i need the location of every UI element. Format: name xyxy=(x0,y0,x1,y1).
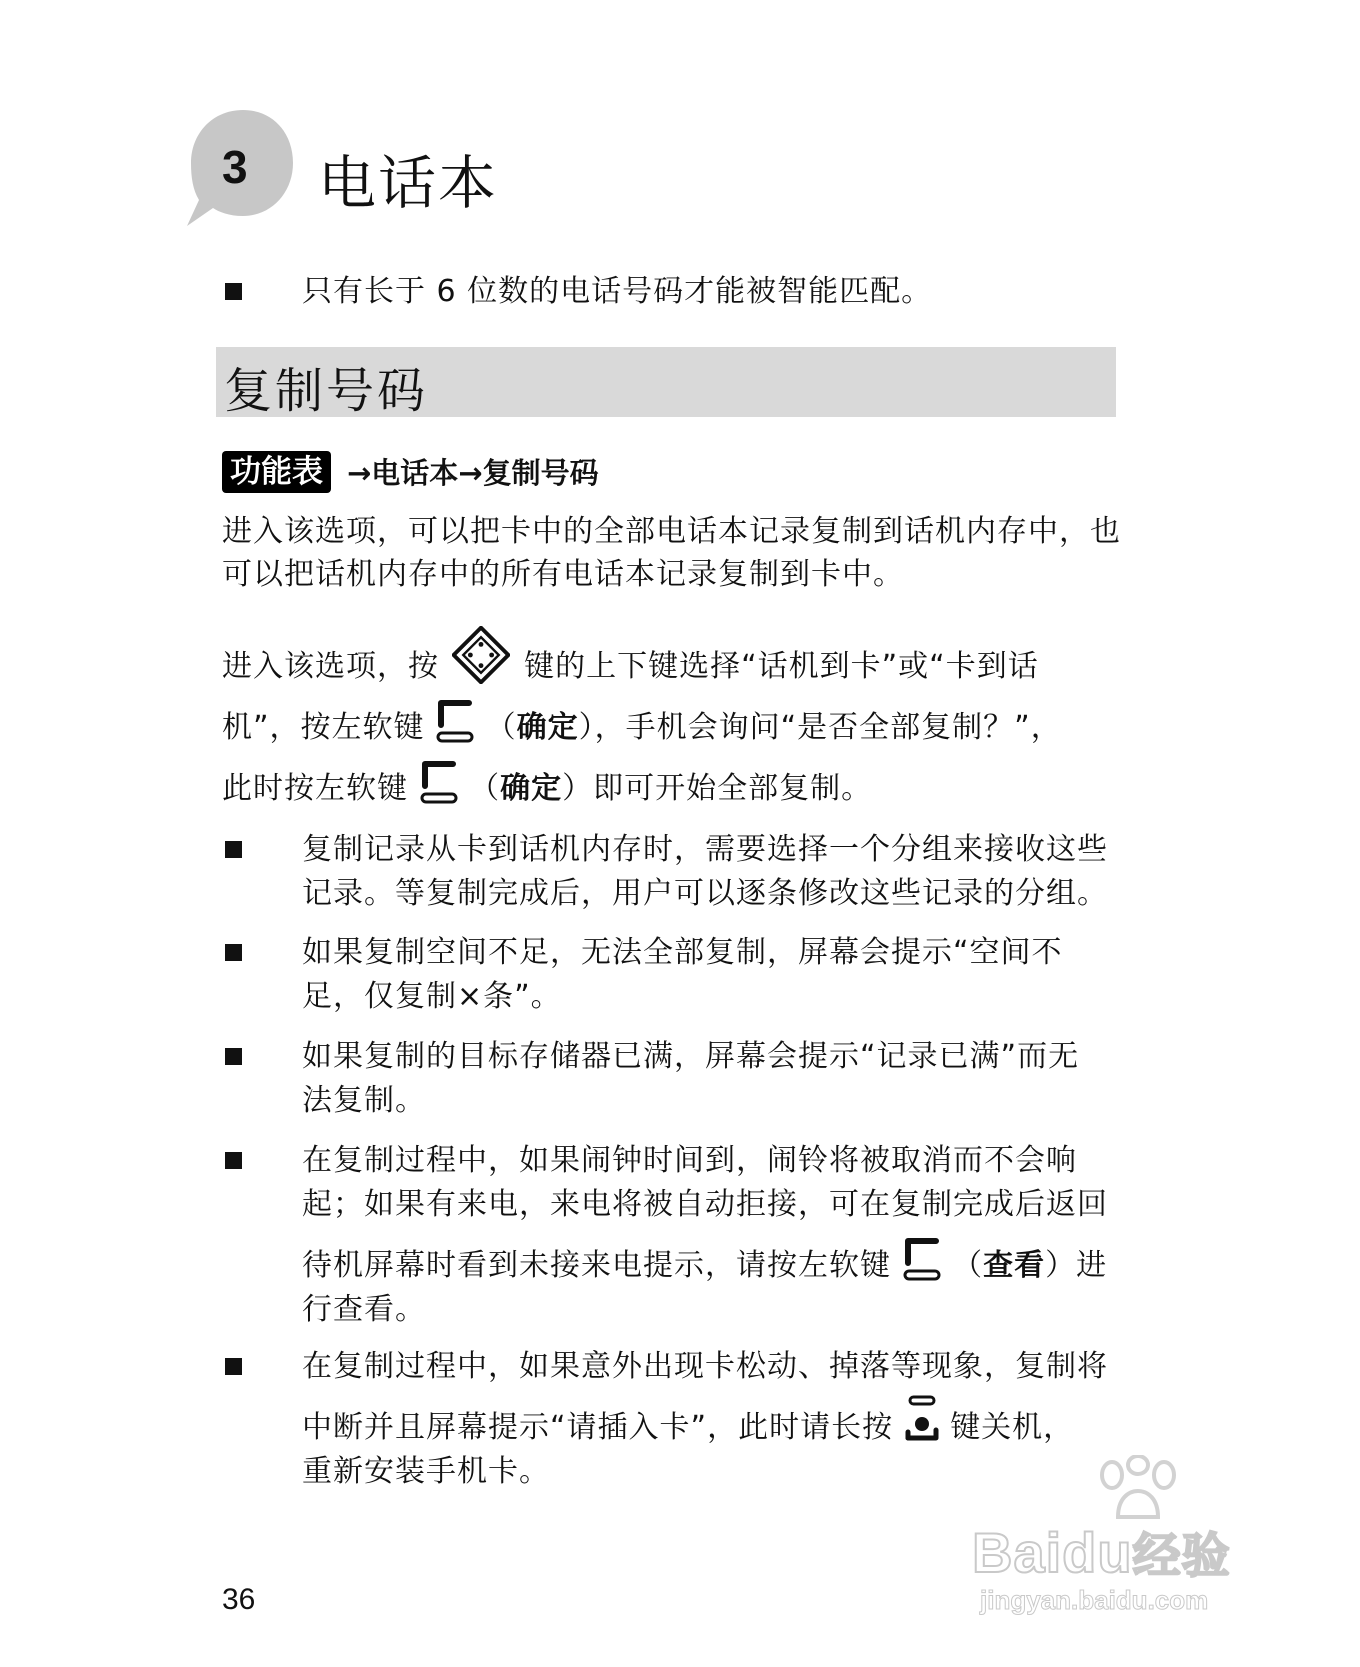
para2-line2 xyxy=(222,706,1062,750)
watermark-brand: Baidu xyxy=(972,1521,1133,1584)
para1-line1: 进入该选项，可以把卡中的全部电话本记录复制到话机内存中，也 xyxy=(222,514,1121,549)
intro-note: 只有长于 6 位数的电话号码才能被智能匹配。 xyxy=(302,274,933,309)
bullet5-text: 中断并且屏幕提示“请插入卡”，此时请长按 xyxy=(302,1410,894,1445)
bullet4-text: 待机屏幕时看到未接来电提示，请按左软键 xyxy=(302,1248,891,1283)
para2-text: 机”，按左软键 xyxy=(222,710,425,745)
para2-text: （ xyxy=(485,710,517,745)
para2-text: （ xyxy=(469,771,501,806)
bullet3-line2: 法复制。 xyxy=(302,1083,426,1118)
bullet3-line1: 如果复制的目标存储器已满，屏幕会提示“记录已满”而无 xyxy=(302,1039,1080,1074)
bullet5-line1: 在复制过程中，如果意外出现卡松动、掉落等现象，复制将 xyxy=(302,1349,1108,1384)
square-bullet-icon xyxy=(225,1048,242,1065)
paw-print-icon xyxy=(1090,1455,1186,1525)
left-soft-key-icon xyxy=(419,756,459,806)
para2-text: 键的上下键选择“话机到卡”或“卡到话 xyxy=(524,649,1039,684)
bullet5-text: 键关机， xyxy=(950,1410,1075,1445)
view-label: 查看 xyxy=(983,1248,1046,1283)
watermark-cn: 经验 xyxy=(1132,1530,1231,1583)
chapter-title: 电话本 xyxy=(318,149,499,217)
bullet1-line1: 复制记录从卡到话机内存时，需要选择一个分组来接收这些 xyxy=(302,832,1108,867)
para2-line1 xyxy=(222,645,1039,689)
baidu-watermark xyxy=(972,1455,1292,1625)
para2-text: ）即可开始全部复制。 xyxy=(562,771,873,806)
menu-path: →电话本→复制号码 xyxy=(347,456,599,490)
para2-line3 xyxy=(222,767,872,811)
left-soft-key-icon xyxy=(902,1233,942,1283)
bullet4-line4: 行查看。 xyxy=(302,1292,426,1327)
square-bullet-icon xyxy=(225,944,242,961)
watermark-url: jingyan.baidu.com xyxy=(980,1585,1209,1615)
confirm-label: 确定 xyxy=(500,771,563,806)
bullet5-line2 xyxy=(302,1406,1074,1450)
bullet4-line2: 起；如果有来电，来电将被自动拒接，可在复制完成后返回 xyxy=(302,1187,1108,1222)
confirm-label: 确定 xyxy=(516,710,579,745)
para2-text: 进入该选项，按 xyxy=(222,649,439,684)
bullet4-text: ）进 xyxy=(1045,1248,1108,1283)
bullet4-line1: 在复制过程中，如果闹钟时间到，闹铃将被取消而不会响 xyxy=(302,1143,1077,1178)
bullet5-line3: 重新安装手机卡。 xyxy=(302,1454,550,1489)
square-bullet-icon xyxy=(225,1152,242,1169)
bullet2-line2: 足，仅复制×条”。 xyxy=(302,979,562,1014)
left-soft-key-icon xyxy=(435,695,475,745)
para2-text: ），手机会询问“是否全部复制？”， xyxy=(578,710,1062,745)
square-bullet-icon xyxy=(225,283,242,300)
bullet4-line3 xyxy=(302,1244,1107,1288)
bullet2-line1: 如果复制空间不足，无法全部复制，屏幕会提示“空间不 xyxy=(302,935,1063,970)
square-bullet-icon xyxy=(225,841,242,858)
navigation-key-icon xyxy=(452,626,510,684)
bullet1-line2: 记录。等复制完成后，用户可以逐条修改这些记录的分组。 xyxy=(302,876,1108,911)
square-bullet-icon xyxy=(225,1358,242,1375)
page-number: 36 xyxy=(222,1583,256,1616)
para1-line2: 可以把话机内存中的所有电话本记录复制到卡中。 xyxy=(222,557,904,592)
power-end-key-icon xyxy=(904,1394,940,1446)
para2-text: 此时按左软键 xyxy=(222,771,408,806)
menu-tag: 功能表 xyxy=(222,451,331,493)
section-title: 复制号码 xyxy=(224,363,429,419)
chapter-number: 3 xyxy=(222,141,248,193)
bullet4-text: （ xyxy=(952,1248,984,1283)
